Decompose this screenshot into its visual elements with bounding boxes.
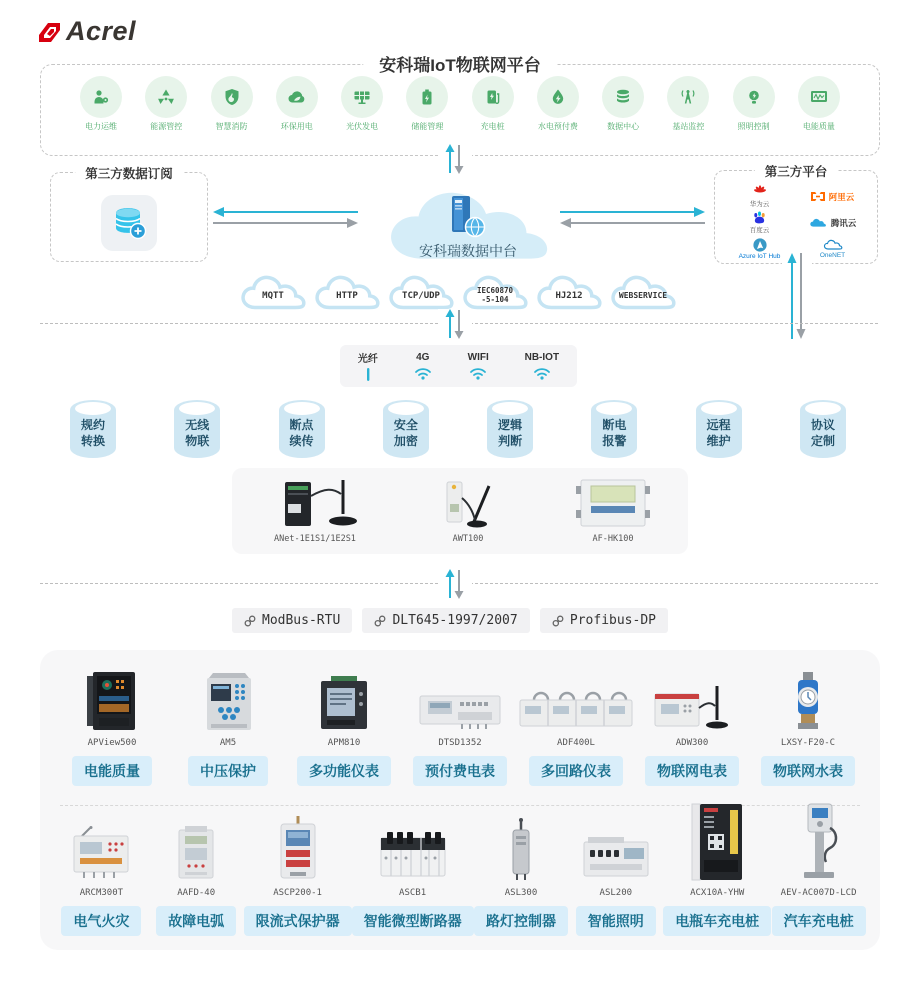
gateway-box (232, 468, 688, 554)
exchange-arrows-right (560, 206, 705, 230)
connection-nbiot (525, 352, 559, 380)
app-smart-fire (202, 76, 262, 132)
huawei-cloud-icon (752, 185, 768, 198)
updown-arrows-apps-hub (438, 144, 472, 174)
product-model: ACX10A-YHW (690, 888, 745, 898)
bus-protocol-dlt645 (362, 608, 529, 633)
capability-row (70, 400, 846, 458)
product-dtsd1352 (402, 666, 518, 786)
protocol-label: MQTT (262, 290, 284, 301)
product-ascb1 (352, 816, 474, 936)
product-image-adw300 (653, 666, 731, 732)
acrel-logo-icon (36, 19, 62, 45)
capability-label: 远程维护 (706, 418, 731, 448)
product-tag: 中压保护 (188, 756, 268, 786)
app-base-station (658, 76, 718, 132)
product-aev-ac007d (771, 816, 866, 936)
product-image-adf400l (518, 666, 634, 732)
product-panel (40, 650, 880, 950)
platform-label: 阿里云 (828, 191, 855, 202)
link-icon (244, 615, 256, 627)
product-image-asl300 (506, 816, 536, 882)
database-icon (602, 76, 644, 118)
app-energy-storage (397, 76, 457, 132)
bus-protocol-label: Profibus-DP (569, 613, 656, 628)
protocol-cloud-hj212 (534, 272, 604, 315)
capability-label: 协议定制 (810, 418, 835, 448)
capability-cylinder (383, 400, 429, 458)
wifi-icon (469, 365, 487, 380)
protocol-label: WEBSERVICE (618, 291, 668, 301)
product-model: APView500 (87, 738, 137, 748)
bus-protocol-profibus (540, 608, 668, 633)
brand-logo-text: Acrel (66, 16, 137, 46)
app-power-ops (71, 76, 131, 132)
product-tag: 故障电弧 (156, 906, 236, 936)
app-label: 智慧消防 (215, 122, 248, 131)
platform-logo-grid (715, 171, 877, 264)
link-icon (374, 615, 386, 627)
gateway-anet-image (267, 476, 363, 528)
server-icon (444, 194, 490, 240)
product-model: ARCM300T (79, 888, 124, 898)
platform-tencent-cloud (796, 211, 869, 234)
gateway-model: AF-HK100 (592, 534, 634, 544)
connection-wifi (468, 352, 489, 380)
product-am5 (170, 666, 286, 786)
protocol-label: IEC60870 -5-104 (476, 286, 514, 304)
product-model: AAFD-40 (177, 888, 216, 898)
app-label: 照明控制 (737, 122, 770, 131)
app-label: 储能管理 (411, 122, 444, 131)
fire-shield-icon (211, 76, 253, 118)
product-apview500 (54, 666, 170, 786)
product-tag: 智能微型断路器 (352, 906, 474, 936)
bus-protocol-label: ModBus-RTU (262, 613, 341, 628)
product-model: APM810 (327, 738, 361, 748)
app-label: 能源管控 (150, 122, 183, 131)
capability-cylinder (174, 400, 220, 458)
water-bolt-icon (537, 76, 579, 118)
product-tag: 预付费电表 (413, 756, 507, 786)
app-power-quality (789, 76, 849, 132)
protocol-cloud-http (312, 272, 382, 315)
wifi-icon (414, 365, 432, 380)
capability-label: 规约转换 (80, 418, 105, 448)
product-image-aev-ac007d (796, 816, 842, 882)
product-lxsy-f20c (750, 666, 866, 786)
product-image-acx10a (688, 816, 746, 882)
application-icon-row (71, 76, 849, 132)
product-image-asl200 (582, 816, 650, 882)
product-model: ASCP200-1 (273, 888, 322, 898)
connection-4g (414, 352, 432, 380)
updown-arrows-divider1 (438, 309, 472, 339)
protocol-label: TCP/UDP (402, 290, 440, 301)
product-tag: 限流式保护器 (244, 906, 352, 936)
product-model: ADF400L (557, 738, 595, 748)
iot-platform-box (40, 56, 880, 156)
capability-label: 安全加密 (393, 418, 418, 448)
platform-huawei-cloud (723, 185, 796, 208)
product-image-aafd40 (171, 816, 221, 882)
product-tag: 电气火灾 (61, 906, 141, 936)
connection-label: NB-IOT (524, 352, 560, 363)
product-adf400l (518, 666, 634, 786)
app-data-center (593, 76, 653, 132)
app-charging-pile (463, 76, 523, 132)
gateway-anet (267, 476, 363, 544)
app-prepaid-utility (528, 76, 588, 132)
bulb-icon (733, 76, 775, 118)
app-lighting-control (724, 76, 784, 132)
capability-label: 逻辑判断 (498, 418, 523, 448)
platform-title: 安科瑞IoT物联网平台 (363, 51, 557, 76)
ev-charger-icon (472, 76, 514, 118)
product-tag: 物联网水表 (761, 756, 855, 786)
baidu-cloud-icon (752, 211, 767, 224)
gateway-awt100-image (433, 476, 503, 528)
app-label: 光伏发电 (346, 122, 379, 131)
data-subscription-icon (101, 195, 157, 251)
app-energy-mgmt (136, 76, 196, 132)
connection-label: WIFI (467, 352, 489, 363)
product-adw300 (634, 666, 750, 786)
product-asl200 (568, 816, 663, 936)
product-image-dtsd1352 (418, 666, 502, 732)
updown-arrows-divider2 (438, 569, 472, 599)
third-party-platform-title: 第三方平台 (755, 162, 838, 180)
product-tag: 电瓶车充电桩 (663, 906, 771, 936)
product-image-ascb1 (377, 816, 449, 882)
bus-protocol-label: DLT645-1997/2007 (392, 613, 518, 628)
app-label: 电力运维 (85, 122, 117, 131)
solar-panel-icon (341, 76, 383, 118)
capability-cylinder (279, 400, 325, 458)
product-aafd40 (149, 816, 244, 936)
data-hub-label: 安科瑞数据中台 (419, 243, 517, 259)
product-row-1 (54, 666, 866, 786)
updown-arrows-platform (782, 253, 812, 339)
energy-mgmt-icon (145, 76, 187, 118)
onenet-icon (823, 239, 843, 251)
connection-label: 4G (416, 352, 430, 363)
capability-cylinder (487, 400, 533, 458)
connection-type-box (340, 345, 577, 387)
product-model: DTSD1352 (438, 738, 482, 748)
product-image-arcm300t (68, 816, 134, 882)
azure-iot-hub-icon (753, 238, 767, 252)
gateway-afhk100 (573, 476, 653, 544)
gateway-model: AWT100 (452, 534, 484, 544)
capability-label: 断电报警 (602, 418, 627, 448)
platform-label: 百度云 (749, 227, 770, 234)
link-icon (552, 615, 564, 627)
gateway-afhk100-image (573, 476, 653, 528)
capability-cylinder (591, 400, 637, 458)
wifi-icon (533, 365, 551, 380)
product-model: ASL300 (504, 888, 538, 898)
bus-protocol-row (232, 608, 668, 633)
product-tag: 电能质量 (72, 756, 152, 786)
waveform-monitor-icon (798, 76, 840, 118)
product-image-am5 (201, 666, 255, 732)
app-label: 环保用电 (280, 122, 313, 131)
third-party-platform-box (714, 165, 878, 264)
brand-logo (36, 16, 136, 47)
antenna-icon (667, 76, 709, 118)
product-model: ASCB1 (399, 888, 427, 898)
connection-fiber (358, 350, 378, 382)
capability-label: 无线物联 (185, 418, 210, 448)
product-model: ADW300 (675, 738, 709, 748)
platform-label: 华为云 (749, 201, 770, 208)
product-tag: 多回路仪表 (529, 756, 623, 786)
connection-label: 光纤 (357, 354, 378, 365)
product-tag: 路灯控制器 (474, 906, 568, 936)
third-party-subscription-title: 第三方数据订阅 (75, 164, 183, 182)
gateway-model: ANet-1E1S1/1E2S1 (274, 534, 356, 544)
app-pv-generation (332, 76, 392, 132)
power-ops-icon (80, 76, 122, 118)
app-label: 电能质量 (802, 122, 835, 131)
app-label: 基站监控 (672, 122, 705, 131)
platform-label: Azure IoT Hub (738, 252, 781, 260)
gateway-awt100 (433, 476, 503, 544)
capability-label: 断点续传 (289, 418, 314, 448)
product-tag: 多功能仪表 (297, 756, 391, 786)
tencent-cloud-icon (809, 217, 827, 229)
exchange-arrows-left (213, 206, 358, 230)
capability-cylinder (70, 400, 116, 458)
product-model: AM5 (219, 738, 237, 748)
product-image-lxsy-f20c (789, 666, 827, 732)
product-apm810 (286, 666, 402, 786)
product-tag: 智能照明 (576, 906, 656, 936)
app-label: 数据中心 (607, 122, 640, 131)
capability-cylinder (800, 400, 846, 458)
product-image-ascp200 (272, 816, 324, 882)
cloud-leaf-icon (276, 76, 318, 118)
data-hub-cloud (378, 182, 558, 274)
third-party-subscription-box (50, 167, 208, 262)
product-asl300 (474, 816, 569, 936)
product-acx10a (663, 816, 771, 936)
platform-baidu-cloud (723, 211, 796, 234)
product-tag: 物联网电表 (645, 756, 739, 786)
product-ascp200 (244, 816, 352, 936)
app-label: 充电桩 (480, 122, 505, 131)
fiber-icon (359, 367, 377, 382)
protocol-cloud-mqtt (238, 272, 308, 315)
bus-protocol-modbus (232, 608, 352, 633)
protocol-cloud-webservice (608, 272, 678, 315)
capability-cylinder (696, 400, 742, 458)
battery-icon (406, 76, 448, 118)
aliyun-icon (811, 191, 825, 202)
platform-aliyun (796, 185, 869, 208)
protocol-label: HJ212 (555, 290, 583, 301)
product-row-2 (54, 816, 866, 936)
platform-label: OneNET (819, 251, 846, 259)
app-eco-power (267, 76, 327, 132)
app-label: 水电预付费 (537, 122, 578, 131)
product-model: AEV-AC007D-LCD (780, 888, 857, 898)
product-model: LXSY-F20-C (780, 738, 836, 748)
product-tag: 汽车充电桩 (772, 906, 866, 936)
product-image-apm810 (317, 666, 371, 732)
platform-label: 腾讯云 (830, 217, 857, 228)
product-image-apview500 (83, 666, 141, 732)
protocol-label: HTTP (336, 290, 358, 301)
product-model: ASL200 (599, 888, 633, 898)
product-arcm300t (54, 816, 149, 936)
